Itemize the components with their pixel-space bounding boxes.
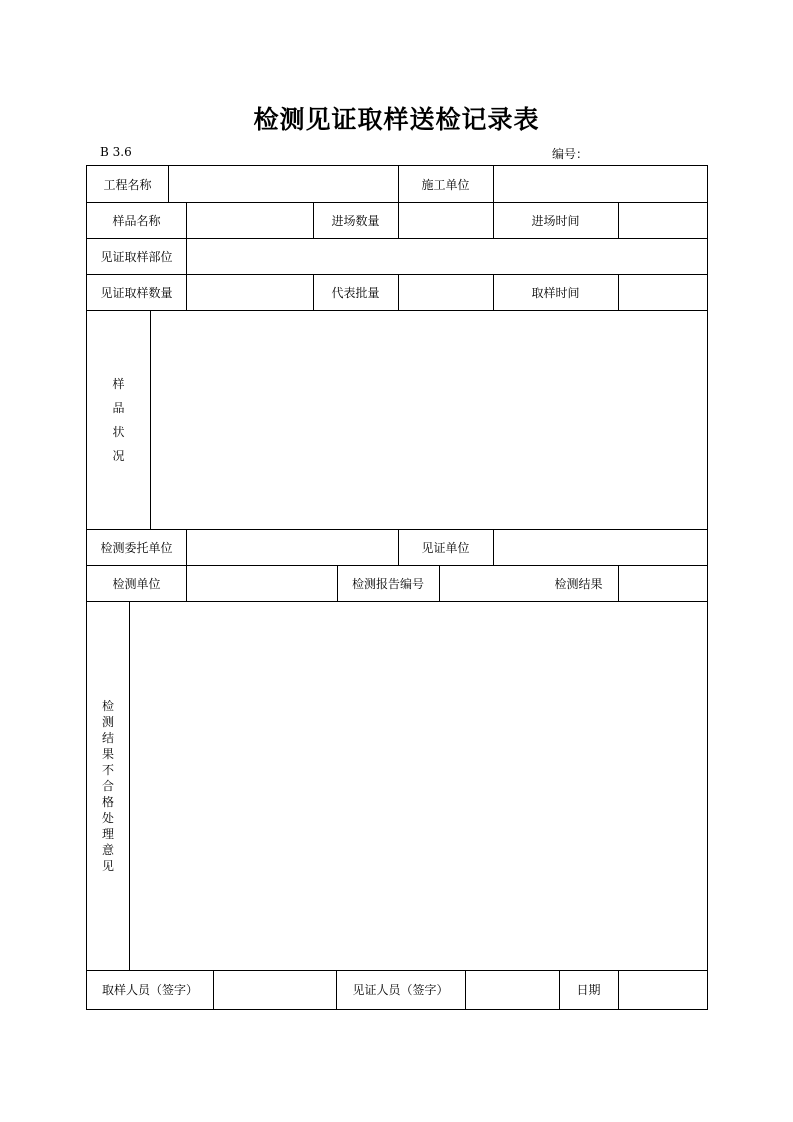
record-table	[86, 165, 708, 1010]
form-code: B 3.6	[100, 145, 132, 159]
witness-unit-field[interactable]	[493, 529, 707, 565]
sampling-time-label: 取样时间	[531, 285, 580, 300]
sampling-quantity-field[interactable]	[186, 274, 313, 310]
label-char: 处	[101, 810, 114, 825]
entrusting-unit-field[interactable]	[186, 529, 398, 565]
label-char: 结	[101, 730, 114, 745]
label-char: 见	[101, 858, 114, 873]
entry-time-label: 进场时间	[531, 213, 580, 228]
sample-condition-label	[87, 310, 150, 529]
report-number-field[interactable]	[439, 565, 539, 601]
witness-unit-label: 见证单位	[421, 540, 470, 555]
page-title: 检测见证取样送检记录表	[253, 105, 540, 134]
date-field[interactable]	[618, 970, 707, 1009]
entry-quantity-field[interactable]	[398, 202, 493, 238]
entry-time-field[interactable]	[618, 202, 707, 238]
testing-unit-label: 检测单位	[112, 576, 161, 591]
sample-condition-field[interactable]	[150, 310, 707, 529]
label-char: 果	[101, 746, 114, 761]
batch-field[interactable]	[398, 274, 493, 310]
number-label: 编号：	[552, 147, 589, 161]
label-char: 合	[101, 778, 114, 793]
label-char: 检	[101, 698, 114, 713]
label-char: 格	[101, 794, 114, 809]
test-result-label: 检测结果	[554, 576, 603, 591]
testing-unit-field[interactable]	[186, 565, 337, 601]
sampling-part-field[interactable]	[186, 238, 707, 274]
sampling-time-field[interactable]	[618, 274, 707, 310]
label-char: 状	[112, 424, 125, 439]
label-char: 不	[101, 762, 114, 777]
label-char: 理	[101, 826, 114, 841]
sampler-label: 取样人员（签字）	[101, 983, 198, 997]
entry-quantity-label: 进场数量	[331, 213, 380, 228]
sampling-quantity-label: 见证取样数量	[100, 285, 173, 300]
label-char: 品	[112, 400, 125, 415]
test-result-field[interactable]	[618, 565, 707, 601]
sampler-signature-field[interactable]	[213, 970, 336, 1009]
construction-unit-field[interactable]	[493, 166, 707, 202]
date-label: 日期	[576, 983, 601, 997]
entrusting-unit-label: 检测委托单位	[100, 540, 173, 555]
report-number-label: 检测报告编号	[351, 576, 424, 591]
sample-name-field[interactable]	[186, 202, 313, 238]
sampling-part-label: 见证取样部位	[100, 249, 173, 264]
witness-label: 见证人员（签字）	[352, 983, 449, 997]
label-char: 测	[101, 714, 114, 729]
witness-signature-field[interactable]	[465, 970, 559, 1009]
label-char: 况	[112, 448, 125, 463]
project-name-label: 工程名称	[103, 177, 152, 192]
sample-name-label: 样品名称	[112, 213, 161, 228]
label-char: 意	[101, 842, 114, 857]
batch-label: 代表批量	[331, 285, 380, 300]
construction-unit-label: 施工单位	[421, 177, 470, 192]
label-char: 样	[112, 376, 125, 391]
project-name-field[interactable]	[168, 166, 398, 202]
nonconformance-field[interactable]	[129, 601, 707, 970]
nonconformance-label	[87, 601, 129, 970]
